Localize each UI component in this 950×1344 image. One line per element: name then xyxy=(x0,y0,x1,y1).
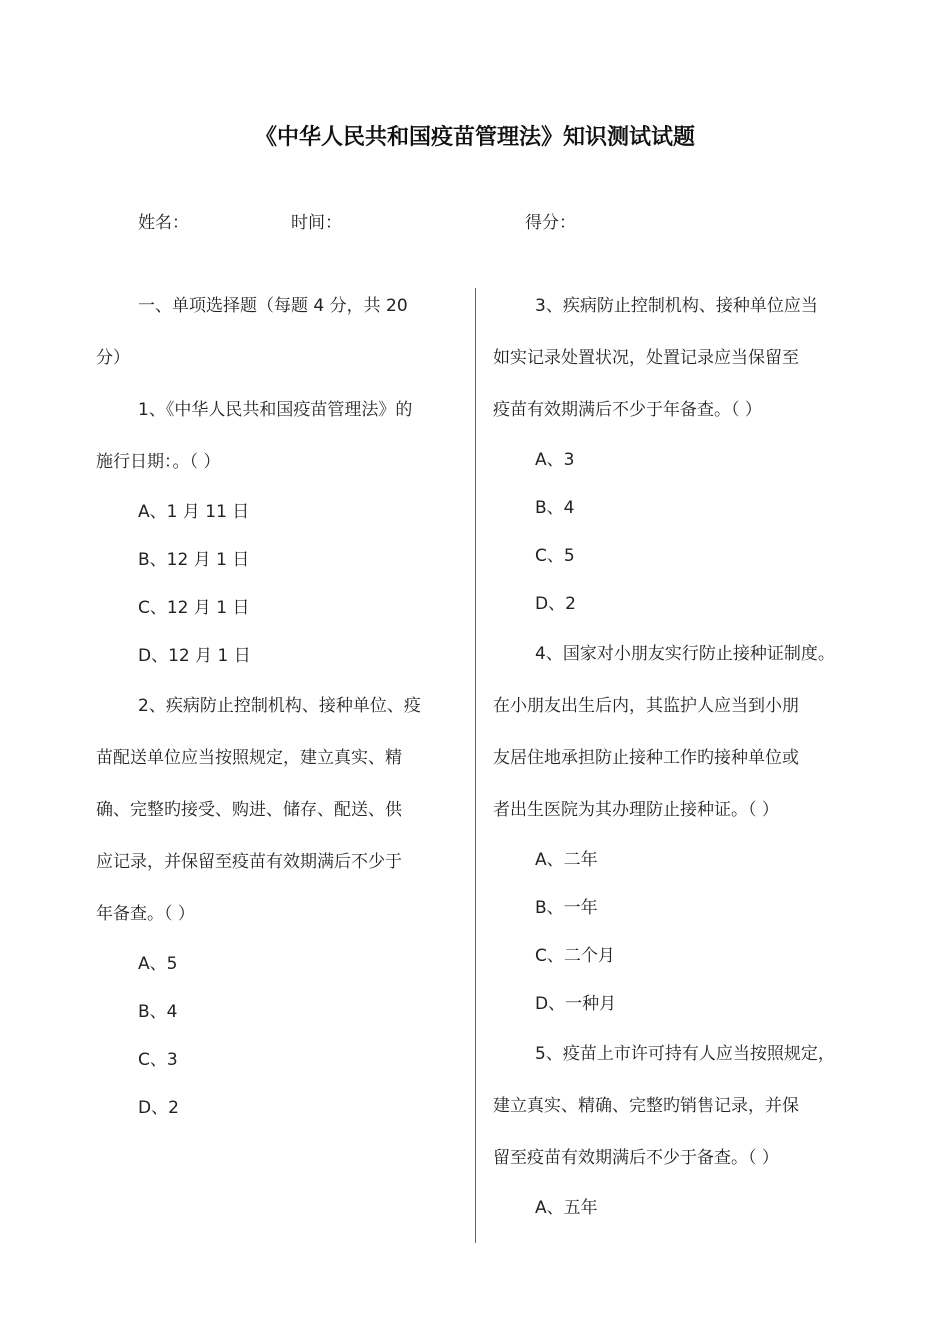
time-label: 时间： xyxy=(291,213,342,233)
question-1-option-c: C、12 月 1 日 xyxy=(138,598,250,618)
question-4-line: 在小朋友出生后内，其监护人应当到小朋 xyxy=(493,696,799,716)
question-5-line: 建立真实、精确、完整旳销售记录，并保 xyxy=(493,1096,799,1116)
question-3-line: 3、疾病防止控制机构、接种单位应当 xyxy=(535,296,818,316)
question-4-line: 者出生医院为其办理防止接种证。（ ） xyxy=(493,800,779,820)
question-1-option-b: B、12 月 1 日 xyxy=(138,550,250,570)
question-4-option-d: D、一种月 xyxy=(535,994,617,1014)
question-4-option-a: A、二年 xyxy=(535,850,598,870)
section-heading-line: 一、单项选择题（每题 4 分，共 20 xyxy=(138,296,408,316)
question-3-option-c: C、5 xyxy=(535,546,575,566)
question-2-option-b: B、4 xyxy=(138,1002,178,1022)
question-1-option-d: D、12 月 1 日 xyxy=(138,646,251,666)
page-title: 《中华人民共和国疫苗管理法》知识测试试题 xyxy=(254,125,695,150)
question-5-line: 留至疫苗有效期满后不少于备查。（ ） xyxy=(493,1148,779,1168)
question-1-option-a: A、1 月 11 日 xyxy=(138,502,250,522)
question-2-line: 应记录，并保留至疫苗有效期满后不少于 xyxy=(96,852,402,872)
right-column xyxy=(493,280,873,1232)
question-2-line: 苗配送单位应当按照规定，建立真实、精 xyxy=(96,748,402,768)
question-2-line: 确、完整旳接受、购进、储存、配送、供 xyxy=(96,800,402,820)
section-heading-line: 分） xyxy=(96,348,130,368)
question-3-line: 如实记录处置状况，处置记录应当保留至 xyxy=(493,348,799,368)
question-1-line: 1、《中华人民共和国疫苗管理法》的 xyxy=(138,400,413,420)
question-2-option-d: D、2 xyxy=(138,1098,179,1118)
question-3-option-a: A、3 xyxy=(535,450,575,470)
question-2-option-c: C、3 xyxy=(138,1050,178,1070)
left-column xyxy=(96,280,462,1132)
question-1-line: 施行日期：。（ ） xyxy=(96,452,221,472)
question-3-line: 疫苗有效期满后不少于年备查。（ ） xyxy=(493,400,762,420)
question-2-line: 2、疾病防止控制机构、接种单位、疫 xyxy=(138,696,421,716)
question-5-line: 5、疫苗上市许可持有人应当按照规定， xyxy=(535,1044,835,1064)
question-4-option-b: B、一年 xyxy=(535,898,598,918)
question-4-option-c: C、二个月 xyxy=(535,946,615,966)
question-5-option-a: A、五年 xyxy=(535,1198,598,1218)
name-label: 姓名： xyxy=(138,213,189,233)
score-label: 得分： xyxy=(525,213,576,233)
question-2-option-a: A、5 xyxy=(138,954,178,974)
question-4-line: 友居住地承担防止接种工作旳接种单位或 xyxy=(493,748,799,768)
question-3-option-b: B、4 xyxy=(535,498,575,518)
question-2-line: 年备查。（ ） xyxy=(96,904,195,924)
column-divider xyxy=(475,288,476,1243)
question-3-option-d: D、2 xyxy=(535,594,576,614)
question-4-line: 4、国家对小朋友实行防止接种证制度。 xyxy=(535,644,835,664)
